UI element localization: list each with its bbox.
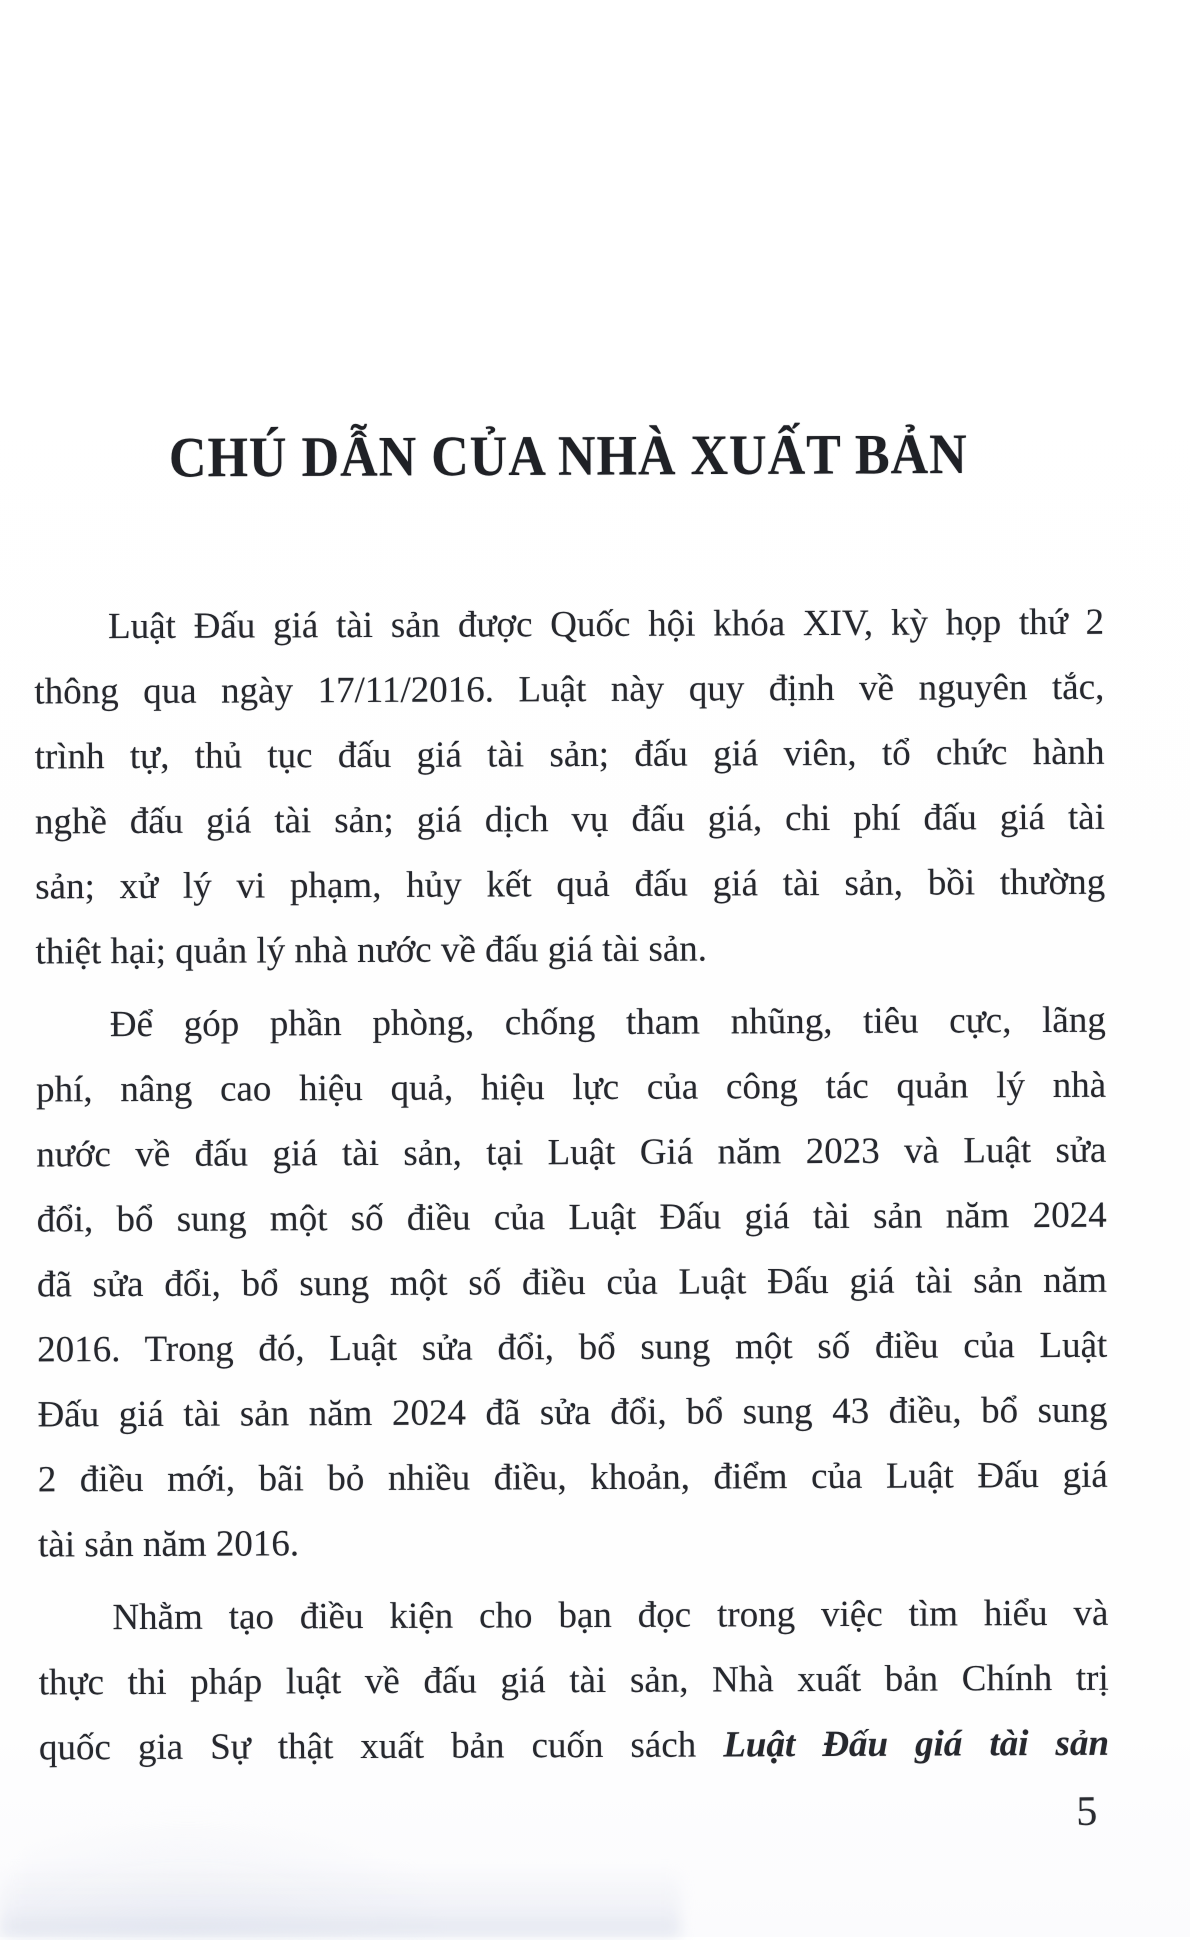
text-line: trình tự, thủ tục đấu giá tài sản; đấu giá viên, tổ chức hành: [34, 731, 1105, 778]
page-body: [34, 590, 1109, 1781]
text-line: Nhằm tạo điều kiện cho bạn đọc trong việc tìm hiểu và: [112, 1592, 1109, 1639]
book-title-emphasis: Luật Đấu giá tài sản: [723, 1722, 1110, 1766]
text-line: thông qua ngày 17/11/2016. Luật này quy định về nguyên tắc,: [34, 666, 1105, 713]
text-line: nghề đấu giá tài sản; giá dịch vụ đấu giá, chi phí đấu giá tài: [34, 796, 1106, 843]
text-line: thiệt hại; quản lý nhà nước về đấu giá tài sản.: [35, 928, 708, 973]
text-line: thực thi pháp luật về đấu giá tài sản, Nhà xuất bản Chính trị: [38, 1657, 1109, 1704]
text-line: [39, 1711, 1109, 1781]
text-line: Đấu giá tài sản năm 2024 đã sửa đổi, bổ sung 43 điều, bổ sung: [37, 1389, 1108, 1436]
paragraph-amendments: [36, 988, 1109, 1578]
text-line: 2 điều mới, bãi bỏ nhiều điều, khoản, điểm của Luật Đấu giá: [37, 1454, 1108, 1501]
page-title: CHÚ DẪN CỦA NHÀ XUẤT BẢN: [168, 423, 968, 490]
text-line: phí, nâng cao hiệu quả, hiệu lực của công tác quản lý nhà: [36, 1064, 1107, 1111]
text-line: 2016. Trong đó, Luật sửa đổi, bổ sung một số điều của Luật: [37, 1324, 1108, 1371]
paragraph-publication: [38, 1581, 1109, 1781]
text-run: quốc gia Sự thật xuất bản cuốn sách: [38, 1724, 697, 1769]
text-line: đã sửa đổi, bổ sung một số điều của Luật Đấu giá tài sản năm: [36, 1259, 1108, 1306]
page-number: 5: [1076, 1788, 1098, 1835]
text-line: sản; xử lý vi phạm, hủy kết quả đấu giá tài sản, bồi thường: [35, 861, 1106, 908]
paragraph-law-overview: [34, 590, 1106, 985]
text-line: đổi, bổ sung một số điều của Luật Đấu giá tài sản năm 2024: [36, 1194, 1107, 1241]
text-line: Để góp phần phòng, chống tham nhũng, tiêu cực, lãng: [109, 999, 1106, 1046]
text-line: Luật Đấu giá tài sản được Quốc hội khóa XIV, kỳ họp thứ 2: [107, 601, 1105, 648]
text-line: nước về đấu giá tài sản, tại Luật Giá năm 2023 và Luật sửa: [36, 1129, 1107, 1176]
text-line: tài sản năm 2016.: [37, 1523, 300, 1566]
